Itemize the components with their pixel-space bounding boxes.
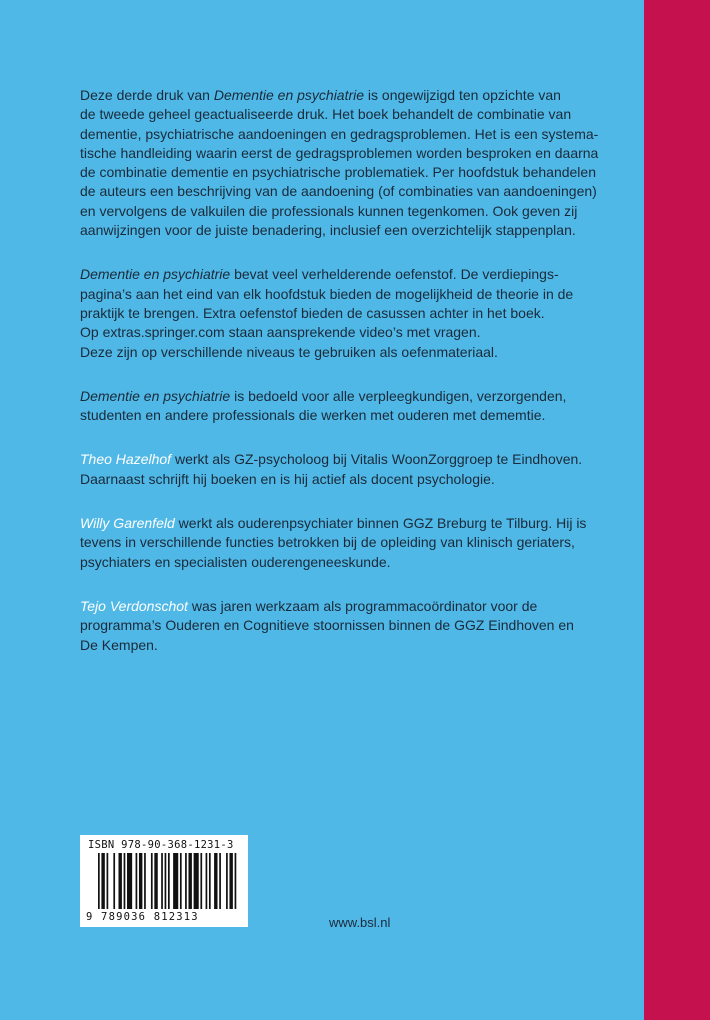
author-bio-2 xyxy=(80,514,625,572)
barcode-bar xyxy=(206,853,208,909)
barcode-bar xyxy=(229,853,232,909)
barcode-bar xyxy=(194,853,199,909)
barcode-bar xyxy=(127,853,132,909)
paragraph-line: tische handleiding waarin eerst de gedragsproblemen worden besproken en daarna xyxy=(80,144,599,161)
barcode-bar xyxy=(188,853,191,909)
isbn-label: ISBN 978-90-368-1231-3 xyxy=(88,839,234,851)
book-title: Dementie en psychiatrie xyxy=(80,387,231,404)
paragraph-exercises xyxy=(80,265,625,361)
barcode-bar xyxy=(226,853,228,909)
paragraph-line: programma’s Ouderen en Cognitieve stoornissen binnen de GGZ Eindhoven en xyxy=(80,617,574,634)
paragraph-line: de auteurs een beschrijving van de aandoening (of combinaties van aandoeningen) xyxy=(80,183,597,200)
paragraph-line: de combinatie dementie en psychiatrische problematiek. Per hoofdstuk behandelen xyxy=(80,164,596,181)
barcode-bar xyxy=(209,853,211,909)
barcode-bar xyxy=(180,853,182,909)
paragraph-audience xyxy=(80,387,625,426)
barcode-bar xyxy=(173,853,178,909)
isbn-barcode xyxy=(80,835,248,927)
paragraph-line: Dementie en psychiatrie is bedoeld voor alle verpleegkundigen, verzorgenden, xyxy=(80,387,567,404)
barcode-bar xyxy=(200,853,202,909)
author-name: Willy Garenfeld xyxy=(80,515,175,532)
book-title: Dementie en psychiatrie xyxy=(213,87,365,103)
barcode-bar xyxy=(165,853,167,909)
paragraph-line: aanwijzingen voor de juiste benadering, inclusief een overzichtelijk stappenplan. xyxy=(80,222,576,239)
barcode-bar xyxy=(235,853,237,909)
barcode-bar xyxy=(168,853,170,909)
author-bio-1 xyxy=(80,450,625,489)
paragraph-line: Theo Hazelhof werkt als GZ-psycholoog bij Vitalis WoonZorggroep te Eindhoven. xyxy=(80,451,583,468)
paragraph-line: psychiaters en specialisten ouderengeneeskunde. xyxy=(80,553,391,570)
barcode-bars xyxy=(98,853,238,909)
barcode-bar xyxy=(219,853,221,909)
barcode-bar xyxy=(118,853,121,909)
author-name: Theo Hazelhof xyxy=(80,451,172,468)
barcode-bar xyxy=(154,853,157,909)
author-bio-3 xyxy=(80,597,625,655)
publisher-website: www.bsl.nl xyxy=(329,915,391,930)
barcode-bar xyxy=(101,853,104,909)
barcode-bar xyxy=(139,853,142,909)
spine-stripe xyxy=(644,0,710,1020)
barcode-bar xyxy=(151,853,153,909)
paragraph-line: de tweede geheel geactualiseerde druk. Het boek behandelt de combinatie van xyxy=(80,106,572,123)
back-cover-text xyxy=(80,86,625,680)
paragraph-line: Willy Garenfeld werkt als ouderenpsychiater binnen GGZ Breburg te Tilburg. Hij is xyxy=(80,515,587,532)
paragraph-line: Deze zijn op verschillende niveaus te gebruiken als oefenmateriaal. xyxy=(80,343,498,360)
barcode-bar xyxy=(98,853,100,909)
paragraph-line: Daarnaast schrijft hij boeken en is hij actief als docent psychologie. xyxy=(80,470,495,487)
barcode-bar xyxy=(214,853,217,909)
author-name: Tejo Verdonschot xyxy=(80,597,188,614)
book-title: Dementie en psychiatrie xyxy=(80,266,231,283)
barcode-digits: 9 789036 812313 xyxy=(86,911,199,923)
barcode-bar xyxy=(136,853,138,909)
paragraph-line: De Kempen. xyxy=(80,636,158,653)
paragraph-line: Tejo Verdonschot was jaren werkzaam als programmacoördinator voor de xyxy=(80,597,538,614)
paragraph-intro xyxy=(80,86,625,240)
paragraph-line: praktijk te brengen. Extra oefenstof bieden de casussen achter in het boek. xyxy=(80,304,545,321)
barcode-bar xyxy=(161,853,163,909)
paragraph-line: dementie, psychiatrische aandoeningen en gedragsproblemen. Het is een systema- xyxy=(80,125,599,142)
barcode-bar xyxy=(107,853,109,909)
paragraph-line: studenten en andere professionals die werken met ouderen met dememtie. xyxy=(80,407,546,424)
paragraph-line: pagina’s aan het eind van elk hoofdstuk bieden de mogelijkheid de theorie in de xyxy=(80,285,574,302)
paragraph-line: tevens in verschillende functies betrokken bij de opleiding van klinisch geriaters, xyxy=(80,534,575,551)
paragraph-line: Dementie en psychiatrie bevat veel verhelderende oefenstof. De verdiepings- xyxy=(80,266,559,283)
paragraph-line: Deze derde druk van Dementie en psychiatrie is ongewijzigd ten opzichte van xyxy=(80,87,561,103)
barcode-bar xyxy=(144,853,146,909)
barcode-bar xyxy=(185,853,187,909)
paragraph-line: en vervolgens de valkuilen die professionals kunnen tegenkomen. Ook geven zij xyxy=(80,202,578,219)
barcode-bar xyxy=(124,853,126,909)
paragraph-line: Op extras.springer.com staan aansprekende video’s met vragen. xyxy=(80,324,481,341)
barcode-bar xyxy=(113,853,115,909)
